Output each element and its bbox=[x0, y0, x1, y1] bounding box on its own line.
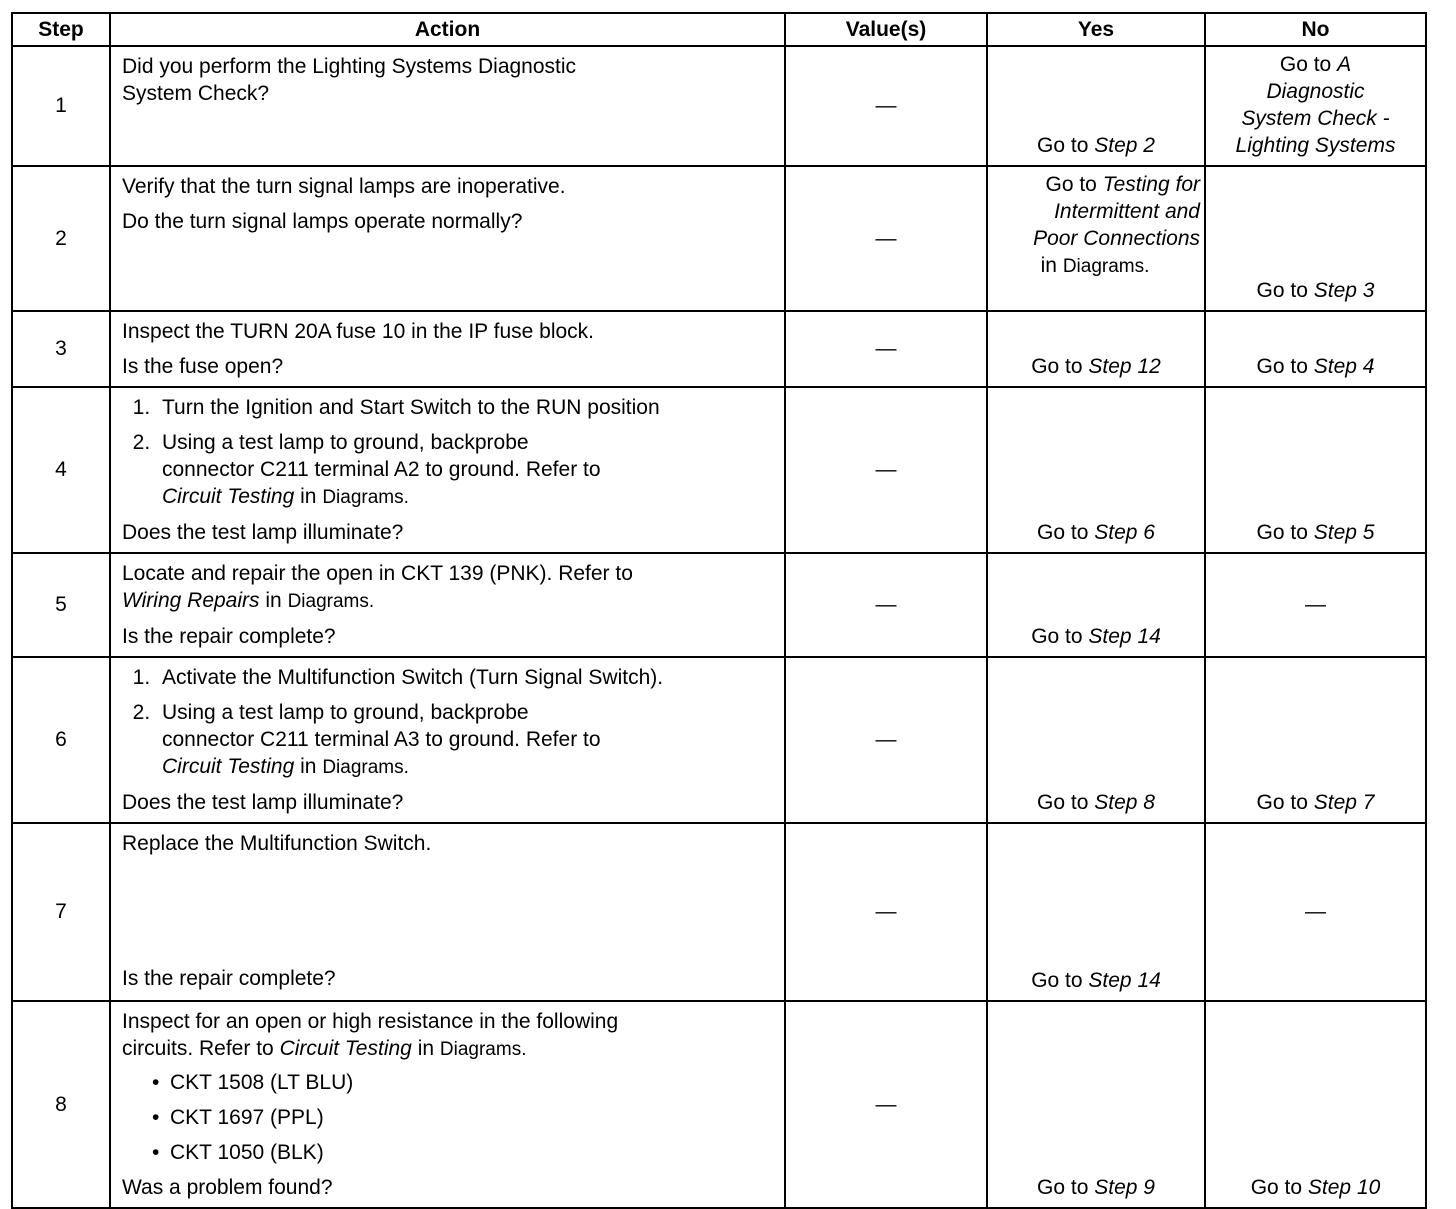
no-cell bbox=[1205, 311, 1426, 387]
no-step-link[interactable]: Step 5 bbox=[1313, 521, 1375, 544]
action-text: circuits. Refer to bbox=[122, 1037, 274, 1060]
diagrams-text: Diagrams. bbox=[322, 487, 409, 508]
header-step: Step bbox=[12, 13, 110, 46]
yes-step-link[interactable]: Step 14 bbox=[1088, 625, 1161, 648]
step-number: 1 bbox=[12, 46, 110, 166]
diagrams-text: Diagrams. bbox=[287, 591, 375, 612]
yes-cell bbox=[987, 553, 1205, 657]
list-item: • CKT 1697 (PPL) bbox=[156, 1104, 776, 1131]
action-question: Was a problem found? bbox=[122, 1176, 333, 1199]
step-number: 7 bbox=[12, 823, 110, 1001]
table-row bbox=[12, 553, 1426, 657]
in-text: in bbox=[417, 1037, 435, 1060]
no-cell bbox=[1205, 657, 1426, 823]
action-text: Replace the Multifunction Switch. bbox=[122, 832, 432, 855]
no-step-link[interactable]: Step 10 bbox=[1307, 1176, 1381, 1199]
no-step-link[interactable]: Step 7 bbox=[1313, 791, 1375, 814]
step-number: 3 bbox=[12, 311, 110, 387]
header-yes: Yes bbox=[987, 13, 1205, 46]
action-text: Inspect the TURN 20A fuse 10 in the IP fuse block. bbox=[122, 320, 594, 343]
in-text: in bbox=[300, 755, 317, 778]
value-cell bbox=[785, 553, 987, 657]
yes-procedure-link-line[interactable]: Intermittent and bbox=[1054, 200, 1200, 223]
no-procedure-link[interactable]: A bbox=[1337, 53, 1352, 76]
step-number: 5 bbox=[12, 553, 110, 657]
go-to-text: Go to bbox=[1037, 134, 1089, 157]
diagrams-text: Diagrams. bbox=[1062, 256, 1150, 277]
value-cell bbox=[785, 823, 987, 1001]
table-row bbox=[12, 1001, 1426, 1208]
list-item bbox=[156, 394, 776, 421]
value-cell bbox=[785, 657, 987, 823]
procedure-step-text: Activate the Multifunction Switch (Turn Signal Switch). bbox=[162, 666, 664, 689]
go-to-text: Go to bbox=[1031, 625, 1083, 648]
action-cell bbox=[110, 311, 785, 387]
action-reference-line bbox=[122, 587, 776, 615]
action-text: Did you perform the Lighting Systems Diagnostic bbox=[122, 55, 577, 78]
no-cell bbox=[1205, 46, 1426, 166]
no-cell bbox=[1205, 166, 1426, 311]
list-item bbox=[156, 699, 776, 781]
step-number: 8 bbox=[12, 1001, 110, 1208]
no-cell bbox=[1205, 387, 1426, 553]
step-number: 4 bbox=[12, 387, 110, 553]
yes-step-link[interactable]: Step 12 bbox=[1088, 355, 1161, 378]
reference-link[interactable]: Circuit Testing bbox=[162, 485, 295, 508]
yes-cell bbox=[987, 46, 1205, 166]
empty-no-dash: — bbox=[1305, 592, 1326, 616]
empty-value-dash: — bbox=[875, 226, 897, 250]
go-to-text: Go to bbox=[1256, 355, 1308, 378]
go-to-text: Go to bbox=[1031, 969, 1083, 992]
reference-link[interactable]: Circuit Testing bbox=[162, 755, 295, 778]
no-step-link[interactable]: Step 3 bbox=[1313, 279, 1375, 302]
action-question: Does the test lamp illuminate? bbox=[122, 521, 404, 544]
table-row bbox=[12, 166, 1426, 311]
go-to-text: Go to bbox=[1045, 173, 1097, 196]
no-procedure-link-line[interactable]: System Check - bbox=[1241, 107, 1390, 130]
yes-cell bbox=[987, 311, 1205, 387]
action-question: Is the fuse open? bbox=[122, 355, 284, 378]
value-cell bbox=[785, 166, 987, 311]
action-reference-line bbox=[122, 1035, 776, 1063]
go-to-text: Go to bbox=[1031, 355, 1083, 378]
go-to-text: Go to bbox=[1256, 279, 1308, 302]
empty-value-dash: — bbox=[875, 337, 897, 360]
yes-step-link[interactable]: Step 14 bbox=[1088, 969, 1161, 992]
diagrams-text: Diagrams. bbox=[322, 757, 409, 778]
action-cell bbox=[110, 166, 785, 311]
action-cell bbox=[110, 657, 785, 823]
go-to-text: Go to bbox=[1256, 521, 1308, 544]
go-to-text: Go to bbox=[1250, 1176, 1303, 1199]
action-text: Locate and repair the open in CKT 139 (PNK). Refer to bbox=[122, 562, 633, 585]
yes-step-link[interactable]: Step 2 bbox=[1094, 134, 1155, 157]
diagnostic-table bbox=[11, 12, 1427, 1209]
action-cell bbox=[110, 1001, 785, 1208]
procedure-step-text: Using a test lamp to ground, backprobe bbox=[162, 701, 529, 724]
action-text: System Check? bbox=[122, 82, 270, 105]
empty-value-dash: — bbox=[875, 593, 897, 616]
value-cell bbox=[785, 311, 987, 387]
reference-link[interactable]: Wiring Repairs bbox=[122, 589, 260, 612]
no-procedure-link-line[interactable]: Lighting Systems bbox=[1235, 134, 1396, 157]
empty-no-dash: — bbox=[1305, 899, 1326, 923]
action-cell bbox=[110, 553, 785, 657]
list-item bbox=[156, 429, 776, 511]
in-text: in bbox=[1040, 254, 1057, 277]
go-to-text: Go to bbox=[1279, 53, 1332, 76]
header-values: Value(s) bbox=[785, 13, 987, 46]
yes-step-link[interactable]: Step 9 bbox=[1094, 1176, 1155, 1199]
table-row bbox=[12, 46, 1426, 166]
diagnostic-table-sheet bbox=[11, 12, 1427, 1209]
yes-cell bbox=[987, 1001, 1205, 1208]
procedure-step-text: connector C211 terminal A3 to ground. Refer to bbox=[162, 728, 601, 751]
value-cell bbox=[785, 1001, 987, 1208]
procedure-step-text: Turn the Ignition and Start Switch to the RUN position bbox=[162, 396, 660, 419]
list-item: • CKT 1050 (BLK) bbox=[156, 1139, 776, 1166]
action-question: Do the turn signal lamps operate normally? bbox=[122, 210, 523, 233]
action-cell bbox=[110, 46, 785, 166]
action-question: Is the repair complete? bbox=[122, 967, 336, 990]
list-item: • CKT 1508 (LT BLU) bbox=[156, 1069, 776, 1096]
step-number: 6 bbox=[12, 657, 110, 823]
procedure-list bbox=[122, 394, 776, 511]
diagrams-text: Diagrams. bbox=[439, 1039, 527, 1060]
in-text: in bbox=[265, 589, 282, 612]
no-cell bbox=[1205, 1001, 1426, 1208]
go-to-text: Go to bbox=[1256, 791, 1308, 814]
yes-step-link[interactable]: Step 6 bbox=[1094, 521, 1155, 544]
yes-cell bbox=[987, 823, 1205, 1001]
action-question: Does the test lamp illuminate? bbox=[122, 791, 404, 814]
procedure-step-text: Using a test lamp to ground, backprobe bbox=[162, 431, 529, 454]
action-cell bbox=[110, 823, 785, 1001]
no-step-link[interactable]: Step 4 bbox=[1313, 355, 1375, 378]
action-text: Verify that the turn signal lamps are inoperative. bbox=[122, 175, 566, 198]
no-procedure-link-line[interactable]: Diagnostic bbox=[1266, 80, 1365, 103]
empty-value-dash: — bbox=[875, 900, 897, 923]
yes-procedure-link-line[interactable]: Poor Connections bbox=[1033, 227, 1200, 250]
reference-link[interactable]: Circuit Testing bbox=[279, 1037, 412, 1060]
value-cell bbox=[785, 46, 987, 166]
action-text: Inspect for an open or high resistance in the following bbox=[122, 1010, 619, 1033]
header-no: No bbox=[1205, 13, 1426, 46]
table-row bbox=[12, 311, 1426, 387]
table-row bbox=[12, 387, 1426, 553]
action-question: Is the repair complete? bbox=[122, 625, 336, 648]
go-to-text: Go to bbox=[1037, 791, 1089, 814]
table-row bbox=[12, 657, 1426, 823]
empty-value-dash: — bbox=[875, 1092, 897, 1116]
go-to-text: Go to bbox=[1037, 521, 1089, 544]
yes-procedure-link[interactable]: Testing for bbox=[1102, 173, 1200, 196]
circuit-list bbox=[122, 1069, 776, 1166]
value-cell bbox=[785, 387, 987, 553]
action-cell bbox=[110, 387, 785, 553]
in-text: in bbox=[300, 485, 317, 508]
list-item bbox=[156, 664, 776, 691]
table-header-row bbox=[12, 13, 1426, 46]
step-number: 2 bbox=[12, 166, 110, 311]
yes-step-link[interactable]: Step 8 bbox=[1094, 791, 1155, 814]
procedure-step-text: connector C211 terminal A2 to ground. Refer to bbox=[162, 458, 601, 481]
empty-value-dash: — bbox=[875, 94, 897, 117]
yes-cell bbox=[987, 657, 1205, 823]
no-cell bbox=[1205, 553, 1426, 657]
empty-value-dash: — bbox=[875, 458, 897, 481]
yes-cell bbox=[987, 387, 1205, 553]
yes-cell bbox=[987, 166, 1205, 311]
empty-value-dash: — bbox=[875, 728, 897, 751]
no-cell bbox=[1205, 823, 1426, 1001]
go-to-text: Go to bbox=[1037, 1176, 1089, 1199]
procedure-list bbox=[122, 664, 776, 781]
table-row bbox=[12, 823, 1426, 1001]
header-action: Action bbox=[110, 13, 785, 46]
